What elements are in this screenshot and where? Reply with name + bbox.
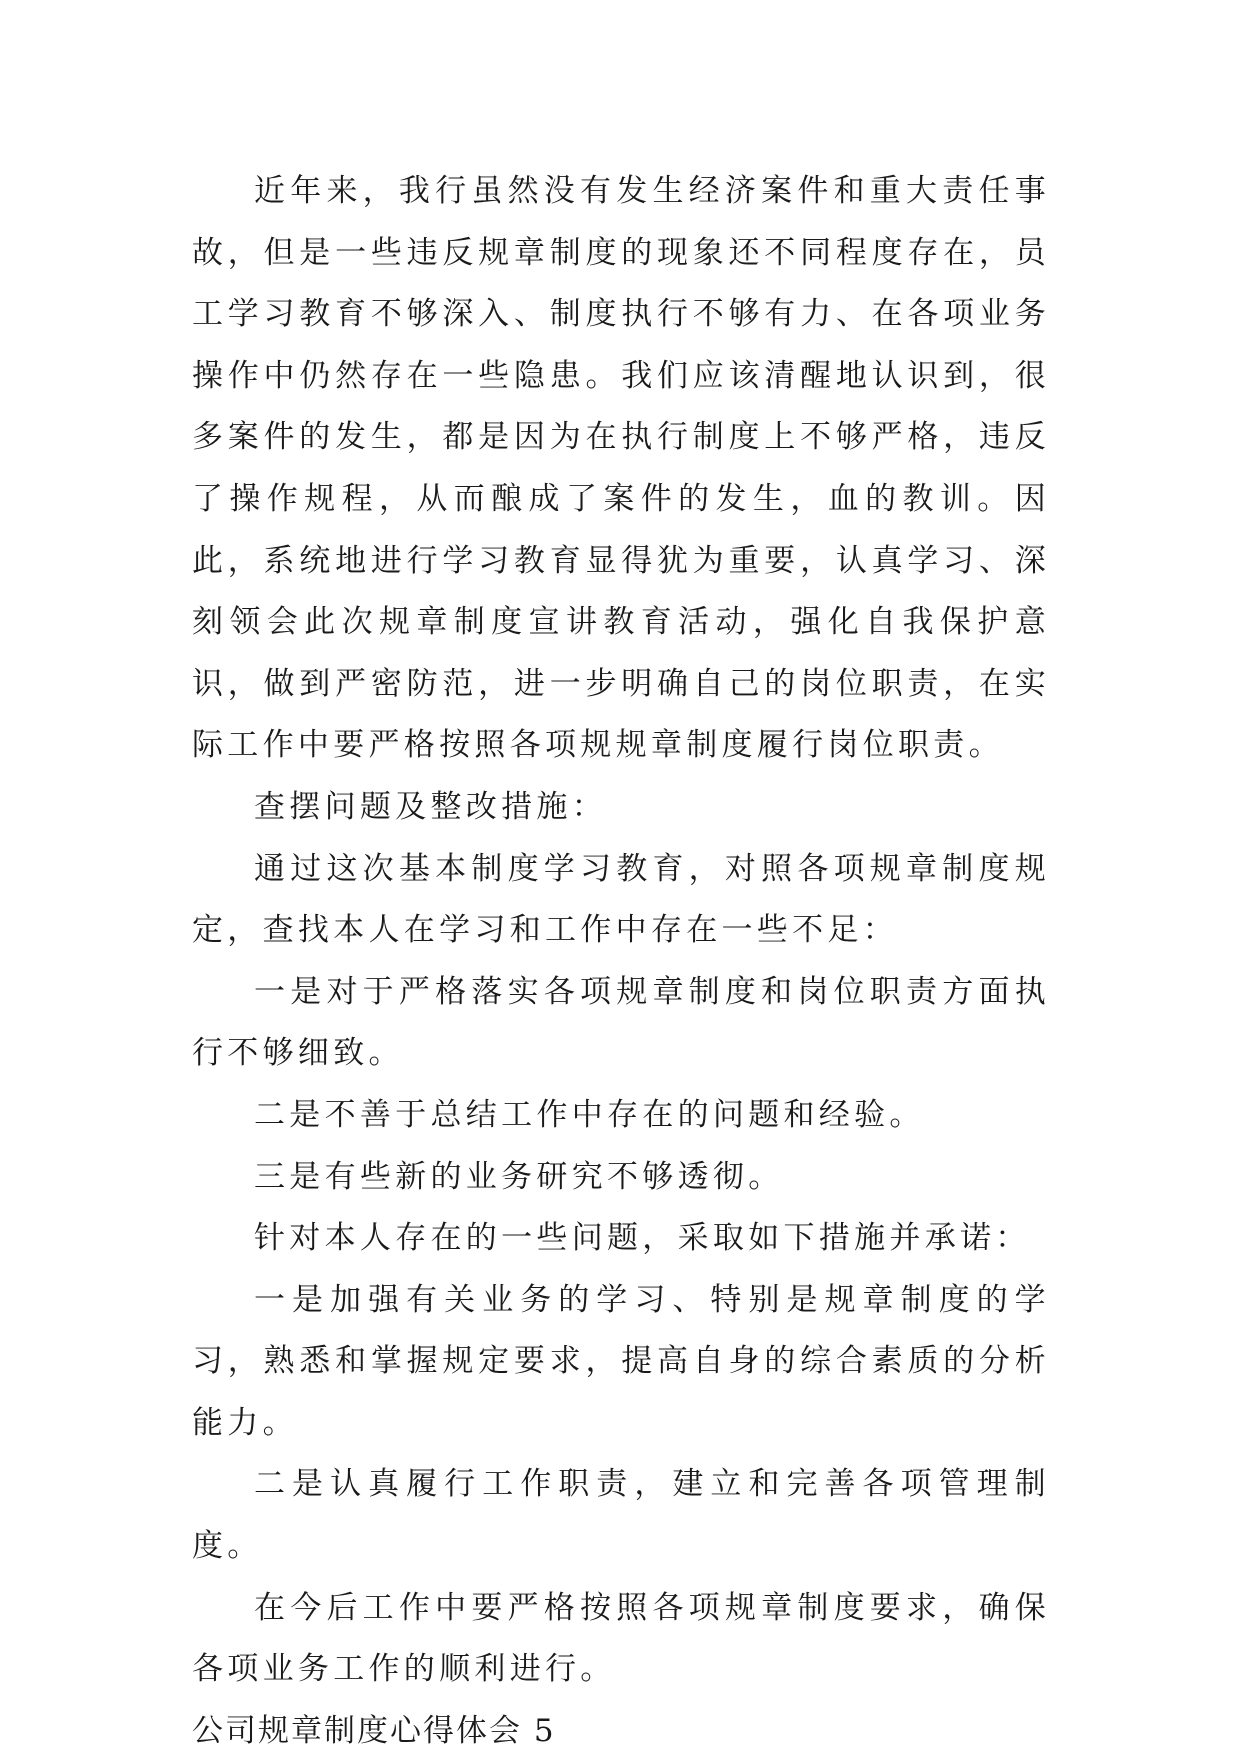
paragraph-intro: 近年来，我行虽然没有发生经济案件和重大责任事故，但是一些违反规章制度的现象还不同程度存在，员工学习教育不够深入、制度执行不够有力、在各项业务操作中仍然存在一些隐患。我们应该清醒地认识到，很多案件的发生，都是因为在执行制度上不够严格，违反了操作规程，从而酿成了案件的发生，血的教训。因此，系统地进行学习教育显得犹为重要，认真学习、深刻领会此次规章制度宣讲教育活动，强化自我保护意识，做到严密防范，进一步明确自己的岗位职责，在实际工作中要严格按照各项规规章制度履行岗位职责。 bbox=[192, 173, 1050, 764]
paragraph-problems-heading: 查摆问题及整改措施： bbox=[254, 788, 607, 825]
paragraph-shortcoming-2: 二是不善于总结工作中存在的问题和经验。 bbox=[254, 1096, 925, 1133]
paragraph-measure-2: 二是认真履行工作职责，建立和完善各项管理制度。 bbox=[192, 1466, 1050, 1565]
paragraph-shortcoming-1: 一是对于严格落实各项规章制度和岗位职责方面执行不够细致。 bbox=[192, 973, 1050, 1072]
section-heading: 公司规章制度心得体会 5 bbox=[192, 1712, 556, 1749]
paragraph-measure-1: 一是加强有关业务的学习、特别是规章制度的学习，熟悉和掌握规定要求，提高自身的综合素质的分析能力。 bbox=[192, 1281, 1050, 1441]
paragraph-shortcoming-3: 三是有些新的业务研究不够透彻。 bbox=[254, 1158, 784, 1195]
paragraph-conclusion: 在今后工作中要严格按照各项规章制度要求，确保各项业务工作的顺利进行。 bbox=[192, 1589, 1050, 1688]
paragraph-measures-intro: 针对本人存在的一些问题，采取如下措施并承诺： bbox=[254, 1220, 1031, 1257]
paragraph-self-check: 通过这次基本制度学习教育，对照各项规章制度规定，查找本人在学习和工作中存在一些不足： bbox=[192, 850, 1050, 949]
document-body bbox=[192, 161, 1050, 1762]
